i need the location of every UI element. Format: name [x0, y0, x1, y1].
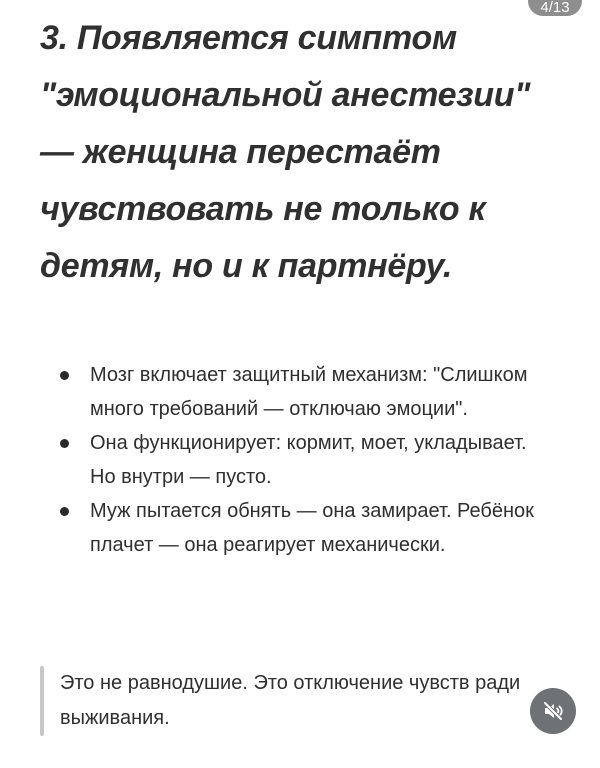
list-item-text: Муж пытается обнять — она замирает. Ребёнок плачет — она реагирует механически.: [90, 500, 534, 556]
list-item-text: Мозг включает защитный механизм: "Слишком много требований — отключаю эмоции".: [90, 364, 528, 420]
bullet-list: [60, 358, 540, 562]
list-item: [60, 426, 540, 494]
bullet-icon: [60, 507, 69, 516]
quote-bar: [40, 666, 44, 736]
page-counter-badge: 4/13: [528, 0, 582, 16]
quote-text: Это не равнодушие. Это отключение чувств ради выживания.: [60, 672, 521, 729]
bullet-icon: [60, 371, 69, 380]
speaker-muted-icon: [541, 699, 565, 723]
bullet-icon: [60, 439, 69, 448]
blockquote: [40, 666, 560, 736]
list-item-text: Она функционирует: кормит, моет, укладывает. Но внутри — пусто.: [90, 432, 527, 488]
mute-button[interactable]: [530, 688, 576, 734]
list-item: [60, 358, 540, 426]
slide-heading: 3. Появляется симптом "эмоциональной анестезии" — женщина перестаёт чувствовать не только к детям, но и к партнёру.: [40, 19, 531, 285]
list-item: [60, 494, 540, 562]
